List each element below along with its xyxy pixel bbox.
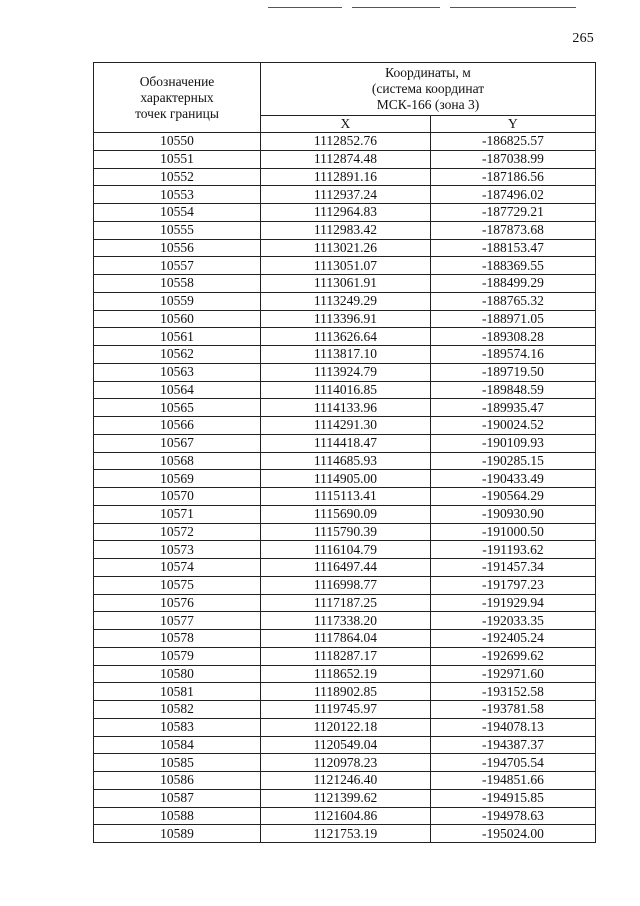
cell-x-coordinate: 1120549.04: [261, 736, 431, 754]
cell-y-coordinate: -187729.21: [430, 204, 595, 222]
cell-point-number: 10557: [94, 257, 261, 275]
table-row: [94, 452, 596, 470]
cell-x-coordinate: 1117187.25: [261, 594, 431, 612]
cell-point-number: 10558: [94, 275, 261, 293]
cell-y-coordinate: -194387.37: [430, 736, 595, 754]
table-row: [94, 150, 596, 168]
cell-point-number: 10579: [94, 647, 261, 665]
cell-point-number: 10584: [94, 736, 261, 754]
cell-x-coordinate: 1114418.47: [261, 434, 431, 452]
cell-x-coordinate: 1118287.17: [261, 647, 431, 665]
cell-x-coordinate: 1116497.44: [261, 559, 431, 577]
cell-point-number: 10552: [94, 168, 261, 186]
cell-x-coordinate: 1113924.79: [261, 363, 431, 381]
top-rule-left: [268, 7, 342, 8]
cell-y-coordinate: -190024.52: [430, 417, 595, 435]
cell-y-coordinate: -191000.50: [430, 523, 595, 541]
cell-point-number: 10565: [94, 399, 261, 417]
cell-x-coordinate: 1121753.19: [261, 825, 431, 843]
cell-x-coordinate: 1114133.96: [261, 399, 431, 417]
cell-y-coordinate: -192405.24: [430, 630, 595, 648]
cell-x-coordinate: 1117338.20: [261, 612, 431, 630]
table-row: [94, 292, 596, 310]
cell-y-coordinate: -190930.90: [430, 505, 595, 523]
table-row: [94, 346, 596, 364]
table-row: [94, 221, 596, 239]
cell-point-number: 10559: [94, 292, 261, 310]
cell-y-coordinate: -194078.13: [430, 718, 595, 736]
table-row: [94, 328, 596, 346]
table-row: [94, 363, 596, 381]
cell-point-number: 10571: [94, 505, 261, 523]
cell-point-number: 10570: [94, 488, 261, 506]
cell-x-coordinate: 1116104.79: [261, 541, 431, 559]
table-row: [94, 186, 596, 204]
table-row: [94, 523, 596, 541]
cell-y-coordinate: -190109.93: [430, 434, 595, 452]
cell-x-coordinate: 1112964.83: [261, 204, 431, 222]
table-row: [94, 683, 596, 701]
cell-point-number: 10585: [94, 754, 261, 772]
cell-x-coordinate: 1121399.62: [261, 789, 431, 807]
cell-y-coordinate: -192033.35: [430, 612, 595, 630]
cell-x-coordinate: 1119745.97: [261, 701, 431, 719]
cell-point-number: 10586: [94, 772, 261, 790]
cell-x-coordinate: 1118902.85: [261, 683, 431, 701]
cell-y-coordinate: -194978.63: [430, 807, 595, 825]
cell-point-number: 10577: [94, 612, 261, 630]
cell-point-number: 10574: [94, 559, 261, 577]
cell-point-number: 10564: [94, 381, 261, 399]
cell-x-coordinate: 1113396.91: [261, 310, 431, 328]
cell-point-number: 10560: [94, 310, 261, 328]
table-row: [94, 133, 596, 151]
cell-y-coordinate: -192699.62: [430, 647, 595, 665]
cell-y-coordinate: -186825.57: [430, 133, 595, 151]
header-coords-line-3: МСК-166 (зона 3): [376, 97, 480, 112]
table-row: [94, 275, 596, 293]
cell-y-coordinate: -187038.99: [430, 150, 595, 168]
cell-x-coordinate: 1114685.93: [261, 452, 431, 470]
cell-x-coordinate: 1121604.86: [261, 807, 431, 825]
cell-y-coordinate: -189719.50: [430, 363, 595, 381]
cell-x-coordinate: 1117864.04: [261, 630, 431, 648]
cell-x-coordinate: 1113021.26: [261, 239, 431, 257]
cell-x-coordinate: 1113626.64: [261, 328, 431, 346]
cell-point-number: 10589: [94, 825, 261, 843]
table-row: [94, 789, 596, 807]
cell-point-number: 10572: [94, 523, 261, 541]
cell-point-number: 10578: [94, 630, 261, 648]
cell-point-number: 10555: [94, 221, 261, 239]
cell-x-coordinate: 1112874.48: [261, 150, 431, 168]
table-row: [94, 505, 596, 523]
table-row: [94, 168, 596, 186]
header-col-y: Y: [430, 116, 595, 133]
cell-point-number: 10582: [94, 701, 261, 719]
cell-point-number: 10583: [94, 718, 261, 736]
table-row: [94, 434, 596, 452]
cell-y-coordinate: -193781.58: [430, 701, 595, 719]
cell-point-number: 10588: [94, 807, 261, 825]
cell-x-coordinate: 1113061.91: [261, 275, 431, 293]
table-row: [94, 736, 596, 754]
header-point-line-3: точек границы: [135, 105, 219, 121]
cell-y-coordinate: -191457.34: [430, 559, 595, 577]
cell-y-coordinate: -188765.32: [430, 292, 595, 310]
table-row: [94, 399, 596, 417]
cell-x-coordinate: 1114291.30: [261, 417, 431, 435]
cell-y-coordinate: -189848.59: [430, 381, 595, 399]
cell-y-coordinate: -191193.62: [430, 541, 595, 559]
cell-point-number: 10566: [94, 417, 261, 435]
cell-y-coordinate: -190564.29: [430, 488, 595, 506]
cell-point-number: 10569: [94, 470, 261, 488]
table-header: [94, 63, 596, 133]
header-row-main: [94, 63, 596, 116]
cell-point-number: 10567: [94, 434, 261, 452]
cell-point-number: 10573: [94, 541, 261, 559]
cell-point-number: 10581: [94, 683, 261, 701]
cell-x-coordinate: 1112937.24: [261, 186, 431, 204]
cell-x-coordinate: 1113051.07: [261, 257, 431, 275]
cell-x-coordinate: 1116998.77: [261, 576, 431, 594]
cell-y-coordinate: -194851.66: [430, 772, 595, 790]
table-row: [94, 239, 596, 257]
cell-x-coordinate: 1114016.85: [261, 381, 431, 399]
cell-y-coordinate: -190433.49: [430, 470, 595, 488]
cell-x-coordinate: 1118652.19: [261, 665, 431, 683]
table-row: [94, 772, 596, 790]
boundary-coordinates-table: [93, 62, 596, 843]
cell-x-coordinate: 1121246.40: [261, 772, 431, 790]
table-row: [94, 630, 596, 648]
header-col-x: X: [261, 116, 431, 133]
table-row: [94, 470, 596, 488]
cell-point-number: 10553: [94, 186, 261, 204]
header-point-line-2: характерных: [140, 89, 214, 105]
cell-y-coordinate: -187186.56: [430, 168, 595, 186]
table-row: [94, 559, 596, 577]
table-row: [94, 576, 596, 594]
cell-point-number: 10561: [94, 328, 261, 346]
header-point-line-1: Обозначение: [139, 73, 215, 89]
cell-y-coordinate: -187496.02: [430, 186, 595, 204]
cell-x-coordinate: 1113249.29: [261, 292, 431, 310]
table-row: [94, 754, 596, 772]
cell-point-number: 10556: [94, 239, 261, 257]
cell-x-coordinate: 1113817.10: [261, 346, 431, 364]
table-row: [94, 310, 596, 328]
cell-y-coordinate: -195024.00: [430, 825, 595, 843]
table-row: [94, 541, 596, 559]
table-row: [94, 594, 596, 612]
cell-x-coordinate: 1120122.18: [261, 718, 431, 736]
cell-point-number: 10554: [94, 204, 261, 222]
header-coords-line-1: Координаты, м: [385, 65, 471, 80]
table-row: [94, 718, 596, 736]
table-body: [94, 133, 596, 843]
table-row: [94, 257, 596, 275]
cell-y-coordinate: -194705.54: [430, 754, 595, 772]
top-rule-right: [450, 7, 576, 8]
table-row: [94, 488, 596, 506]
cell-point-number: 10568: [94, 452, 261, 470]
cell-point-number: 10587: [94, 789, 261, 807]
table-row: [94, 665, 596, 683]
header-point-designation: [94, 63, 261, 133]
cell-y-coordinate: -192971.60: [430, 665, 595, 683]
cell-point-number: 10550: [94, 133, 261, 151]
cell-y-coordinate: -188153.47: [430, 239, 595, 257]
cell-x-coordinate: 1112983.42: [261, 221, 431, 239]
cell-y-coordinate: -187873.68: [430, 221, 595, 239]
header-coordinates: [261, 63, 596, 116]
cell-y-coordinate: -189574.16: [430, 346, 595, 364]
cell-y-coordinate: -188971.05: [430, 310, 595, 328]
table-row: [94, 417, 596, 435]
page-number: 265: [572, 31, 594, 46]
cell-y-coordinate: -191797.23: [430, 576, 595, 594]
table-row: [94, 825, 596, 843]
table-row: [94, 807, 596, 825]
cell-y-coordinate: -189308.28: [430, 328, 595, 346]
table-row: [94, 612, 596, 630]
table-row: [94, 701, 596, 719]
cell-point-number: 10562: [94, 346, 261, 364]
cell-y-coordinate: -191929.94: [430, 594, 595, 612]
cell-y-coordinate: -189935.47: [430, 399, 595, 417]
cell-x-coordinate: 1112891.16: [261, 168, 431, 186]
cell-point-number: 10551: [94, 150, 261, 168]
header-coords-line-2: (система координат: [371, 81, 485, 96]
cell-point-number: 10580: [94, 665, 261, 683]
cell-x-coordinate: 1115113.41: [261, 488, 431, 506]
cell-x-coordinate: 1120978.23: [261, 754, 431, 772]
cell-x-coordinate: 1112852.76: [261, 133, 431, 151]
cell-point-number: 10563: [94, 363, 261, 381]
cell-y-coordinate: -188499.29: [430, 275, 595, 293]
cell-x-coordinate: 1114905.00: [261, 470, 431, 488]
top-rule-mid: [352, 7, 440, 8]
cell-y-coordinate: -190285.15: [430, 452, 595, 470]
cell-x-coordinate: 1115690.09: [261, 505, 431, 523]
cell-y-coordinate: -188369.55: [430, 257, 595, 275]
cell-y-coordinate: -194915.85: [430, 789, 595, 807]
cell-point-number: 10575: [94, 576, 261, 594]
table-row: [94, 647, 596, 665]
cell-x-coordinate: 1115790.39: [261, 523, 431, 541]
cell-point-number: 10576: [94, 594, 261, 612]
table-row: [94, 204, 596, 222]
table-row: [94, 381, 596, 399]
cell-y-coordinate: -193152.58: [430, 683, 595, 701]
